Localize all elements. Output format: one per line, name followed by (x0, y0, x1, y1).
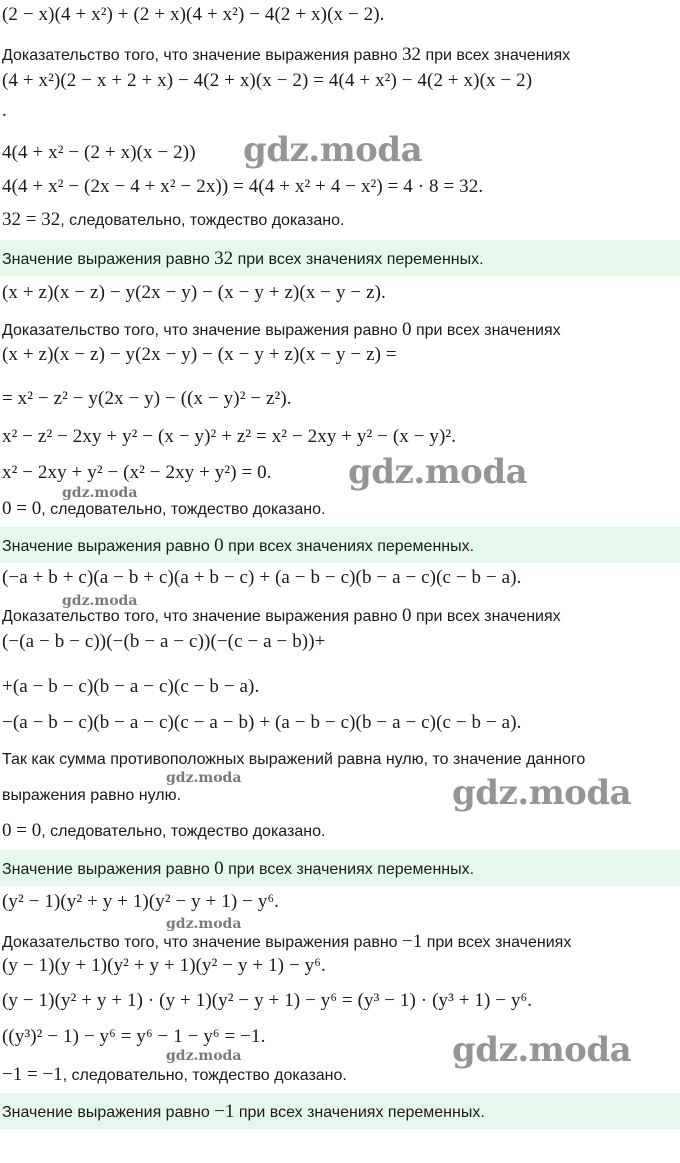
proof-intro-text: Доказательство того, что значение выражения равно (2, 934, 403, 951)
answer-suffix: при всех значениях переменных. (233, 251, 484, 268)
proof-value: 32 (402, 44, 422, 65)
answer-value: −1 (214, 1101, 235, 1122)
proof-value: 0 (402, 605, 412, 626)
watermark-small: gdz.moda (62, 593, 138, 609)
expression-2: (x + z)(x − z) − y(2x − y) − (x − y + z)(x − y − z). (2, 282, 386, 303)
proof-step-4-3: ((y³)² − 1) − y⁶ = y⁶ − 1 − y⁶ = −1. (2, 1026, 266, 1047)
conclusion-math: 32 = 32 (2, 209, 61, 230)
proof-intro-suffix: при всех значениях (421, 47, 571, 64)
expression-1: (2 − x)(4 + x²) + (2 + x)(4 + x²) − 4(2 + x)(x − 2). (2, 4, 385, 25)
conclusion-2 (2, 498, 325, 520)
answer-2 (2, 535, 474, 557)
conclusion-1 (2, 209, 344, 231)
answer-value: 0 (214, 535, 224, 556)
conclusion-text: , следовательно, тождество доказано. (62, 1067, 347, 1084)
proof-step-1-2: 4(4 + x² − (2 + x)(x − 2)) (2, 142, 196, 163)
watermark-logo: gdz.moda (452, 1030, 632, 1070)
note-3-2: выражения равно нулю. (2, 787, 182, 804)
expression-3: (−a + b + c)(a − b + c)(a + b − c) + (a − b − c)(b − a − c)(c − b − a). (2, 567, 522, 588)
answer-value: 32 (214, 248, 234, 269)
proof-step-2-3: x² − z² − 2xy + y² − (x − y)² + z² = x² − 2xy + y² − (x − y)². (2, 426, 457, 447)
watermark-logo: gdz.moda (243, 130, 423, 170)
conclusion-text: , следовательно, тождество доказано. (60, 212, 345, 229)
expression-4: (y² − 1)(y² + y + 1)(y² − y + 1) − y⁶. (2, 891, 280, 912)
proof-step-2-4: x² − 2xy + y² − (x² − 2xy + y²) = 0. (2, 462, 272, 483)
watermark-small: gdz.moda (166, 770, 242, 786)
conclusion-3 (2, 820, 325, 842)
answer-suffix: при всех значениях переменных. (223, 861, 475, 878)
answer-band-3 (0, 850, 680, 886)
proof-intro-4 (2, 931, 571, 953)
proof-intro-text: Доказательство того, что значение выражения равно (2, 322, 403, 339)
answer-suffix: при всех значениях переменных. (223, 538, 475, 555)
watermark-small: gdz.moda (62, 485, 138, 501)
proof-intro-2 (2, 319, 561, 341)
answer-4 (2, 1101, 485, 1123)
answer-3 (2, 858, 474, 880)
proof-step-4-1: (y − 1)(y + 1)(y² + y + 1)(y² − y + 1) − y⁶. (2, 955, 326, 976)
answer-value: 0 (214, 858, 224, 879)
answer-prefix: Значение выражения равно (2, 1104, 215, 1121)
watermark-small: gdz.moda (166, 1048, 242, 1064)
proof-value: 0 (402, 319, 412, 340)
proof-intro-text: Доказательство того, что значение выражения равно (2, 608, 403, 625)
proof-intro-suffix: при всех значениях (411, 322, 561, 339)
answer-prefix: Значение выражения равно (2, 538, 215, 555)
answer-band-4 (0, 1093, 680, 1129)
conclusion-4 (2, 1064, 347, 1086)
proof-intro-suffix: при всех значениях (422, 934, 572, 951)
proof-value: −1 (402, 931, 423, 952)
proof-step-1-1: (4 + x²)(2 − x + 2 + x) − 4(2 + x)(x − 2) = 4(4 + x²) − 4(2 + x)(x − 2) (2, 70, 533, 91)
proof-intro-1 (2, 44, 570, 66)
proof-step-2-1: (x + z)(x − z) − y(2x − y) − (x − y + z)(x − y − z) = (2, 344, 397, 365)
note-3-1: Так как сумма противоположных выражений равна нулю, то значение данного (2, 751, 586, 768)
conclusion-text: , следовательно, тождество доказано. (41, 823, 326, 840)
watermark-logo: gdz.moda (452, 773, 632, 813)
proof-intro-suffix: при всех значениях (411, 608, 561, 625)
proof-intro-text: Доказательство того, что значение выражения равно (2, 47, 403, 64)
proof-step-4-2: (y − 1)(y² + y + 1) · (y + 1)(y² − y + 1) − y⁶ = (y³ − 1) · (y³ + 1) − y⁶. (2, 990, 533, 1011)
proof-step-3-2: +(a − b − c)(b − a − c)(c − b − a). (2, 676, 260, 697)
answer-prefix: Значение выражения равно (2, 251, 215, 268)
conclusion-text: , следовательно, тождество доказано. (41, 501, 326, 518)
conclusion-math: 0 = 0 (2, 820, 42, 841)
answer-prefix: Значение выражения равно (2, 861, 215, 878)
answer-1 (2, 248, 484, 270)
conclusion-math: −1 = −1 (2, 1064, 63, 1085)
proof-step-1-1-dot: . (2, 100, 7, 121)
watermark-logo: gdz.moda (348, 452, 528, 492)
proof-step-1-3: 4(4 + x² − (2x − 4 + x² − 2x)) = 4(4 + x² + 4 − x²) = 4 · 8 = 32. (2, 176, 484, 197)
answer-band-1 (0, 240, 680, 276)
proof-step-3-1: (−(a − b − c))(−(b − a − c))(−(c − a − b))+ (2, 631, 326, 652)
watermark-small: gdz.moda (166, 916, 242, 932)
answer-suffix: при всех значениях переменных. (234, 1104, 485, 1121)
proof-step-3-3: −(a − b − c)(b − a − c)(c − a − b) + (a − b − c)(b − a − c)(c − b − a). (2, 712, 522, 733)
conclusion-math: 0 = 0 (2, 498, 42, 519)
answer-band-2 (0, 527, 680, 563)
proof-step-2-2: = x² − z² − y(2x − y) − ((x − y)² − z²). (2, 388, 292, 409)
